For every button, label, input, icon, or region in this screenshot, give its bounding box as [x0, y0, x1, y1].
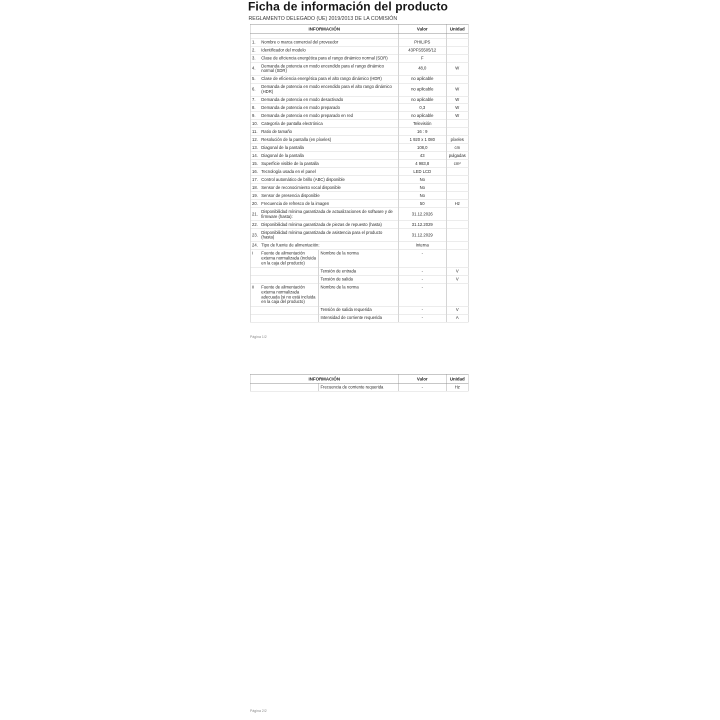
- row-number: [250, 306, 259, 314]
- row-label: Nombre o marca comercial del proveedor: [259, 38, 398, 46]
- row-number: [250, 383, 259, 391]
- row-label: Fuente de alimentación externa normalizada (incluida en la caja del producto): [259, 250, 318, 268]
- row-label-empty: [259, 306, 318, 314]
- row-unit: [446, 242, 468, 250]
- row-number: [250, 267, 259, 275]
- row-sublabel: Intensidad de corriente requerida: [318, 314, 398, 322]
- row-label-empty: [259, 275, 318, 283]
- row-unit: W: [446, 62, 468, 75]
- row-value: -: [398, 314, 446, 322]
- row-unit: V: [446, 267, 468, 275]
- table-row: [250, 229, 468, 242]
- row-unit: pulgadas: [446, 152, 468, 160]
- row-number: 8.: [250, 104, 259, 112]
- row-value: PHILIPS: [398, 38, 446, 46]
- table-row: [250, 96, 468, 104]
- row-unit: [446, 283, 468, 306]
- row-unit: W: [446, 83, 468, 96]
- row-unit: A: [446, 314, 468, 322]
- row-number: 21.: [250, 208, 259, 221]
- row-value: LED LCD: [398, 168, 446, 176]
- row-value: No: [398, 192, 446, 200]
- row-sublabel: Tensión de salida requerida: [318, 306, 398, 314]
- row-number: 10.: [252, 121, 258, 127]
- row-value: Interna: [398, 242, 446, 250]
- row-label: Demanda de potencia en modo encendido para el rango dinámico normal (SDR): [259, 62, 398, 75]
- row-label: Tecnología usada en el panel: [259, 168, 398, 176]
- row-value: 31.12.2029: [398, 221, 446, 229]
- table-row: [250, 250, 468, 268]
- row-sublabel: Tensión de salida: [318, 275, 398, 283]
- table-row: [250, 54, 468, 62]
- table-row: [250, 83, 468, 96]
- row-number: 12.: [252, 137, 258, 143]
- row-unit: [446, 168, 468, 176]
- row-value: no aplicable: [398, 83, 446, 96]
- row-label: Tipo de fuente de alimentación:: [259, 242, 398, 250]
- row-sublabel: Nombre de la norma: [318, 250, 398, 268]
- row-value: 48,0: [398, 62, 446, 75]
- row-label: Clase de eficiencia energética para el alto rango dinámico (HDR): [259, 75, 398, 83]
- row-value: -: [398, 250, 446, 268]
- row-label: Clase de eficiencia energética para el rango dinámico normal (SDR): [259, 54, 398, 62]
- row-label: Diagonal de la pantalla: [259, 144, 398, 152]
- row-label: Control automático de brillo (ABC) disponible: [259, 176, 398, 184]
- row-label: Ratio de tamaño: [259, 128, 398, 136]
- row-number: 4.: [250, 62, 259, 75]
- row-number: 22.: [252, 221, 258, 227]
- row-label: Fuente de alimentación externa normalizada adecuada (si no está incluida en la caja del producto): [259, 283, 318, 306]
- row-unit: [446, 250, 468, 268]
- table-row: [250, 221, 468, 229]
- row-label-empty: [259, 267, 318, 275]
- row-value: No: [398, 176, 446, 184]
- row-unit: [446, 120, 468, 128]
- row-label: Superficie visible de la pantalla: [259, 160, 398, 168]
- table-row: [250, 383, 468, 391]
- row-number: 14.: [252, 152, 258, 158]
- column-header-informacion: INFORMACIÓN: [250, 24, 398, 33]
- column-header-valor: Valor: [398, 24, 446, 33]
- row-number: 18.: [252, 184, 258, 190]
- row-label-empty: [259, 314, 318, 322]
- document-subtitle: REGLAMENTO DELEGADO (UE) 2019/2013 DE LA COMISIÓN: [248, 16, 398, 22]
- row-unit: cm: [446, 144, 468, 152]
- table-row: [250, 168, 468, 176]
- row-number: i: [250, 250, 259, 268]
- row-sublabel: Frecuencia de corriente requerida: [318, 383, 398, 391]
- table-row: [250, 242, 468, 250]
- row-label: Demanda de potencia en modo preparado en red: [259, 112, 398, 120]
- page1-footer: Página 1/2: [250, 335, 267, 339]
- row-label: Resolución de la pantalla (en píxeles): [259, 136, 398, 144]
- row-label: Sensor de presencia disponible: [259, 192, 398, 200]
- row-label: Disponibilidad mínima garantizada de piezas de repuesto (hasta): [259, 221, 398, 229]
- table-row: [250, 314, 468, 322]
- row-number: 7.: [250, 96, 259, 104]
- row-number: [250, 275, 259, 283]
- row-unit: Hz: [446, 200, 468, 208]
- row-number: 19.: [252, 192, 258, 198]
- row-value: -: [398, 275, 446, 283]
- row-label: Disponibilidad mínima garantizada de asistencia para el producto (hasta): [259, 229, 398, 242]
- row-value: 43: [398, 152, 446, 160]
- row-value: no aplicable: [398, 75, 446, 83]
- row-number: ii: [250, 283, 259, 306]
- column-header-valor: Valor: [398, 374, 446, 383]
- row-sublabel: Tensión de entrada: [318, 267, 398, 275]
- row-unit: V: [446, 306, 468, 314]
- table-row: [250, 104, 468, 112]
- row-label: Categoría de pantalla electrónica: [259, 120, 398, 128]
- row-unit: Hz: [446, 383, 468, 391]
- page2-footer: Página 2/2: [250, 709, 267, 713]
- table-row: [250, 75, 468, 83]
- row-number: 24.: [252, 242, 258, 248]
- row-value: 16 : 9: [398, 128, 446, 136]
- row-value: 50: [398, 200, 446, 208]
- row-label: Identificador del modelo: [259, 46, 398, 54]
- row-value: no aplicable: [398, 96, 446, 104]
- row-number: 11.: [252, 129, 258, 135]
- product-info-table-page2: [250, 374, 469, 391]
- column-header-unidad: Unidad: [446, 24, 468, 33]
- row-label: Sensor de reconocimiento vocal disponible: [259, 184, 398, 192]
- table-row: [250, 192, 468, 200]
- row-unit: V: [446, 275, 468, 283]
- row-unit: [446, 192, 468, 200]
- row-unit: [446, 54, 468, 62]
- row-number: 20.: [252, 200, 258, 206]
- row-value: F: [398, 54, 446, 62]
- row-number: 3.: [250, 54, 259, 62]
- row-value: 43PFS5505/12: [398, 46, 446, 54]
- table-row: [250, 200, 468, 208]
- table-row: [250, 120, 468, 128]
- row-value: no aplicable: [398, 112, 446, 120]
- row-value: 31.12.2029: [398, 229, 446, 242]
- row-unit: píxeles: [446, 136, 468, 144]
- row-number: 23.: [250, 229, 259, 242]
- column-header-informacion: INFORMACIÓN: [250, 374, 398, 383]
- row-unit: [446, 229, 468, 242]
- table-row: [250, 184, 468, 192]
- table-row: [250, 144, 468, 152]
- table-row: [250, 46, 468, 54]
- table-row: [250, 152, 468, 160]
- row-label: Diagonal de la pantalla: [259, 152, 398, 160]
- row-unit: [446, 75, 468, 83]
- row-number: [250, 314, 259, 322]
- row-value: -: [398, 383, 446, 391]
- row-number: 2.: [250, 46, 259, 54]
- row-value: -: [398, 267, 446, 275]
- table-row: [250, 62, 468, 75]
- row-value: 108,0: [398, 144, 446, 152]
- table-row: [250, 208, 468, 221]
- row-value: 31.12.2026: [398, 208, 446, 221]
- row-value: 1 920 x 1 080: [398, 136, 446, 144]
- table-row: [250, 176, 468, 184]
- row-number: 1.: [250, 38, 259, 46]
- row-number: 16.: [252, 168, 258, 174]
- row-unit: [446, 176, 468, 184]
- table-row: [250, 267, 468, 275]
- row-label: Demanda de potencia en modo encendido para el alto rango dinámico (HDR): [259, 83, 398, 96]
- row-value: 4 983,8: [398, 160, 446, 168]
- row-unit: W: [446, 104, 468, 112]
- table-row: [250, 160, 468, 168]
- table-row: [250, 128, 468, 136]
- table-row: [250, 283, 468, 306]
- row-number: 15.: [252, 160, 258, 166]
- column-header-unidad: Unidad: [446, 374, 468, 383]
- table-row: [250, 136, 468, 144]
- document-title: Ficha de información del producto: [248, 0, 448, 14]
- row-number: 13.: [252, 145, 258, 150]
- row-unit: [446, 184, 468, 192]
- row-value: 0,3: [398, 104, 446, 112]
- row-unit: [446, 38, 468, 46]
- product-info-table-page1: [250, 24, 469, 322]
- row-value: -: [398, 306, 446, 314]
- table-row: [250, 306, 468, 314]
- row-unit: W: [446, 112, 468, 120]
- row-label: Demanda de potencia en modo preparado: [259, 104, 398, 112]
- row-unit: [446, 128, 468, 136]
- row-unit: cm²: [446, 160, 468, 168]
- row-unit: W: [446, 96, 468, 104]
- row-label: Disponibilidad mínima garantizada de actualizaciones de software y de firmware (hasta):: [259, 208, 398, 221]
- row-unit: [446, 221, 468, 229]
- row-number: 5.: [250, 75, 259, 83]
- row-value: Televisión: [398, 120, 446, 128]
- table-row: [250, 38, 468, 46]
- row-unit: [446, 46, 468, 54]
- row-unit: [446, 208, 468, 221]
- row-label-empty: [259, 383, 318, 391]
- row-sublabel: Nombre de la norma: [318, 283, 398, 306]
- row-value: -: [398, 283, 446, 306]
- row-label: Demanda de potencia en modo desactivado: [259, 96, 398, 104]
- table-row: [250, 275, 468, 283]
- row-label: Frecuencia de refresco de la imagen: [259, 200, 398, 208]
- table-row: [250, 112, 468, 120]
- row-number: 9.: [250, 112, 259, 120]
- row-number: 17.: [252, 176, 258, 182]
- row-value: No: [398, 184, 446, 192]
- row-number: 6.: [250, 83, 259, 96]
